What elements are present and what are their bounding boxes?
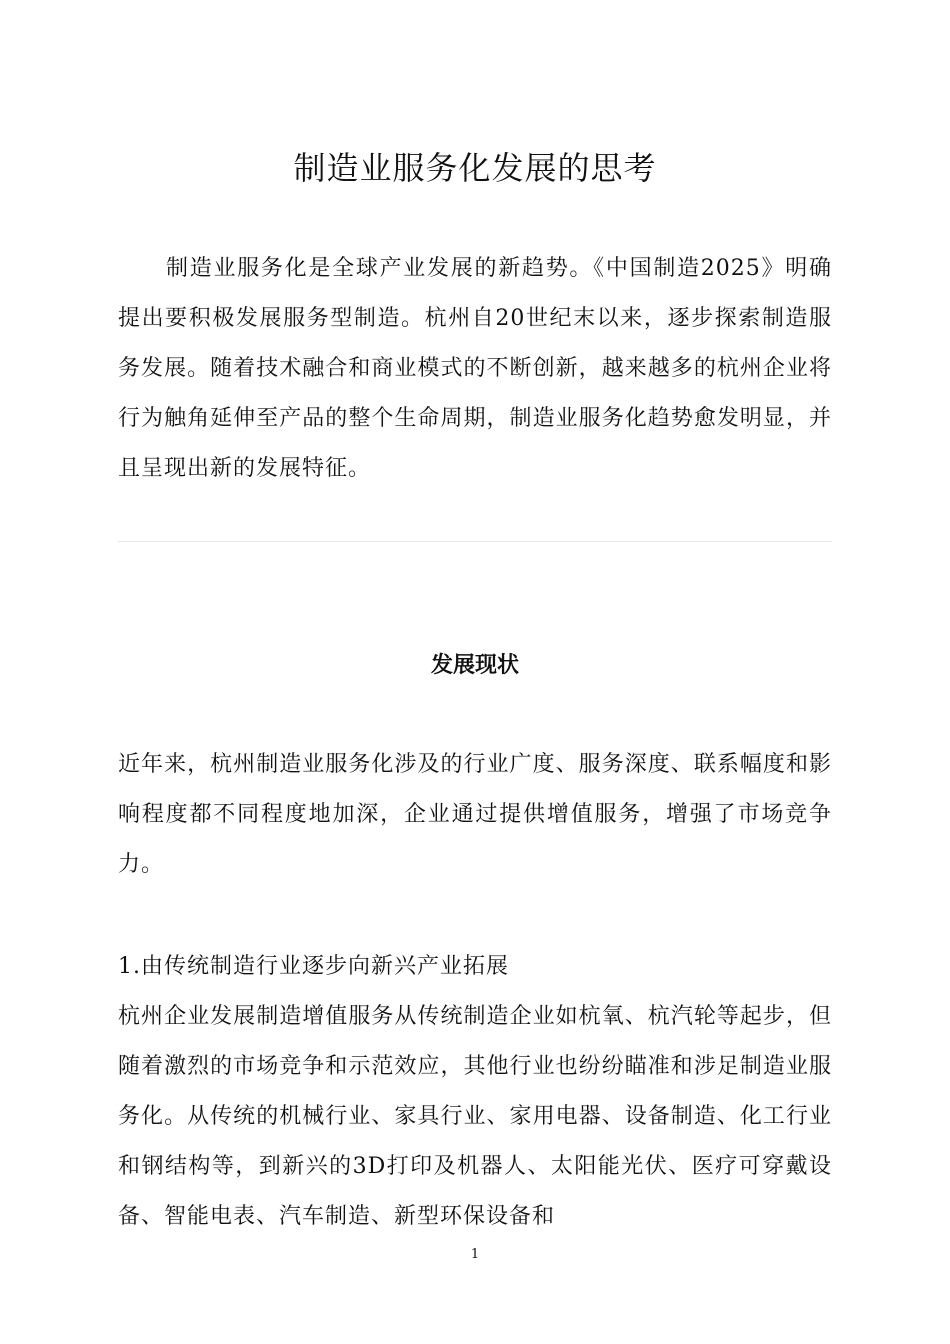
page-number: 1 [470,1247,480,1262]
intro-paragraph: 制造业服务化是全球产业发展的新趋势。《中国制造2025》明确提出要积极发展服务型制造。杭州自20世纪末以来，逐步探索制造服务发展。随着技术融合和商业模式的不断创新，越来越多的杭州企业将行为触角延伸至产品的整个生命周期，制造业服务化趋势愈发明显，并且呈现出新的发展特征。 [118,256,832,481]
subsection-heading: 1.由传统制造行业逐步向新兴产业拓展 [118,954,509,979]
document-title: 制造业服务化发展的思考 [293,149,657,187]
section-divider [118,541,832,542]
section-intro-paragraph: 近年来，杭州制造业服务化涉及的行业广度、服务深度、联系幅度和影响程度都不同程度地加深，企业通过提供增值服务，增强了市场竞争力。 [118,752,832,877]
subsection-body-paragraph: 杭州企业发展制造增值服务从传统制造企业如杭氧、杭汽轮等起步，但随着激烈的市场竞争和示范效应，其他行业也纷纷瞄准和涉足制造业服务化。从传统的机械行业、家具行业、家用电器、设备制造、化工行业和钢结构等，到新兴的3D打印及机器人、太阳能光伏、医疗可穿戴设备、智能电表、汽车制造、新型环保设备和 [118,1004,832,1229]
section-heading: 发展现状 [430,653,519,678]
